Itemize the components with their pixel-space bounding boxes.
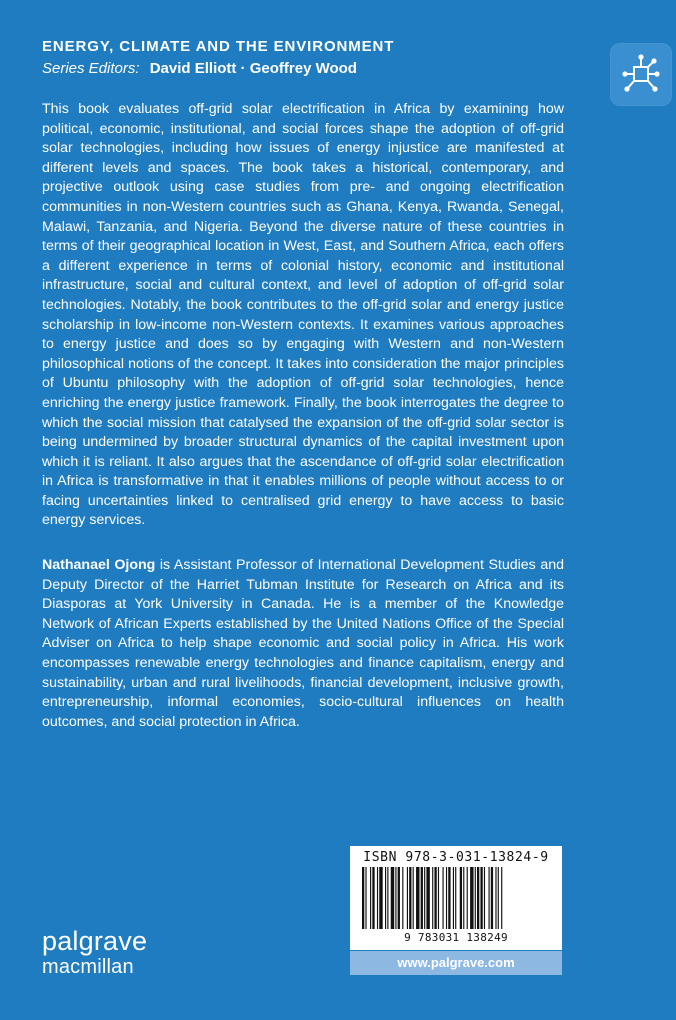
barcode-bar bbox=[385, 867, 386, 929]
barcode-bar bbox=[498, 867, 499, 929]
barcode-bar bbox=[362, 867, 364, 929]
barcode-bar bbox=[379, 867, 382, 929]
barcode-bar bbox=[470, 867, 473, 929]
barcode-bar bbox=[395, 867, 396, 929]
barcode-bar bbox=[424, 867, 425, 929]
author-name: Nathanael Ojong bbox=[42, 557, 156, 573]
barcode-bar bbox=[365, 867, 366, 929]
barcode-bar bbox=[370, 867, 371, 929]
barcode-bars bbox=[360, 867, 552, 931]
publisher-name-line2: macmillan bbox=[42, 956, 134, 978]
barcode-bar bbox=[443, 867, 444, 929]
barcode-bar bbox=[495, 867, 496, 929]
barcode-bar bbox=[426, 867, 429, 929]
barcode-bar bbox=[467, 867, 468, 929]
barcode-bar bbox=[377, 867, 378, 929]
palgrave-network-icon bbox=[621, 53, 661, 95]
author-bio-text: is Assistant Professor of International Development Studies and Deputy Director of the Harriet Tubman Institute for Research on Africa and its Diasporas at York University in Canada. He is a member of the Knowledge Network of African Experts established by the United Nations Office of the Special Adviser on Africa to help shape economic and social policy in Africa. His work encompasses renewable energy technologies and finance capitalism, energy and sustainability, urban and rural livelihoods, financial development, inclusive growth, entrepreneurship, informal economies, socio-cultural influences on health outcomes, and social protection in Africa. bbox=[42, 557, 564, 730]
series-editors-names: David Elliott · Geoffrey Wood bbox=[149, 60, 357, 77]
barcode-bar bbox=[475, 867, 476, 929]
barcode-bar bbox=[501, 867, 502, 929]
barcode-bar bbox=[432, 867, 433, 929]
barcode-bar bbox=[398, 867, 400, 929]
barcode-bar bbox=[402, 867, 403, 929]
book-description: This book evaluates off-grid solar electrification in Africa by examining how political, economic, institutional, and social forces shape the adoption of off-grid solar technologies, including how issues of energy injustice are manifested at different levels and spaces. The book takes a historical, contemporary, and projective outlook using case studies from pre- and ongoing electrification communities in non-Western countries such as Ghana, Kenya, Rwanda, Senegal, Malawi, Tanzania, and Nigeria. Beyond the diverse nature of these countries in terms of their geographical location in West, East, and Southern Africa, each offers a different experience in terms of colonial history, economic and institutional infrastructure, social and cultural context, and level of adoption of off-grid solar technologies. Notably, the book contributes to the off-grid solar and energy justice scholarship in low-income non-Western contexts. It examines various approaches to energy justice and does so by engaging with Western and non-Western philosophical notions of the concept. It takes into consideration the major principles of Ubuntu philosophy with the adoption of off-grid solar technologies, hence enriching the energy justice framework. Finally, the book interrogates the degree to which the social mission that catalysed the expansion of the off-grid solar sector is being undermined by broader structural dynamics of the capital investment upon which it is reliant. It also argues that the ascendance of off-grid solar electrification in Africa is transformative in that it enables millions of people without access to or facing uncertainties linked to centralised grid energy to have access to basic energy services. bbox=[42, 101, 564, 529]
barcode-bar bbox=[460, 867, 462, 929]
series-editors-label: Series Editors: bbox=[42, 60, 140, 77]
barcode-bar bbox=[421, 867, 423, 929]
barcode-bar bbox=[477, 867, 479, 929]
series-editors bbox=[42, 60, 357, 78]
barcode-bar bbox=[372, 867, 374, 929]
barcode-bar bbox=[480, 867, 482, 929]
barcode-bar bbox=[413, 867, 414, 929]
barcode-bar bbox=[416, 867, 419, 929]
barcode-bar bbox=[489, 867, 490, 929]
barcode-bar bbox=[409, 867, 411, 929]
barcode-bar bbox=[463, 867, 464, 929]
barcode-bar bbox=[453, 867, 454, 929]
barcode-bar bbox=[391, 867, 394, 929]
series-title: ENERGY, CLIMATE AND THE ENVIRONMENT bbox=[42, 38, 395, 55]
barcode-bar bbox=[484, 867, 485, 929]
isbn-barcode bbox=[350, 846, 562, 950]
publisher-name-line1: palgrave bbox=[42, 926, 148, 956]
barcode-bar bbox=[407, 867, 408, 929]
barcode-bar bbox=[438, 867, 439, 929]
barcode-bar bbox=[491, 867, 493, 929]
palgrave-logo-badge bbox=[610, 43, 672, 106]
publisher-logo bbox=[42, 928, 147, 979]
barcode-bar bbox=[446, 867, 447, 929]
publisher-url[interactable]: www.palgrave.com bbox=[350, 951, 562, 975]
barcode-bar bbox=[455, 867, 456, 929]
barcode-bar bbox=[434, 867, 436, 929]
barcode-bar bbox=[448, 867, 450, 929]
isbn-label: ISBN 978-3-031-13824-9 bbox=[363, 850, 549, 865]
barcode-bar bbox=[387, 867, 388, 929]
author-bio bbox=[42, 556, 564, 732]
barcode-digits: 9 783031 138249 bbox=[404, 931, 508, 944]
